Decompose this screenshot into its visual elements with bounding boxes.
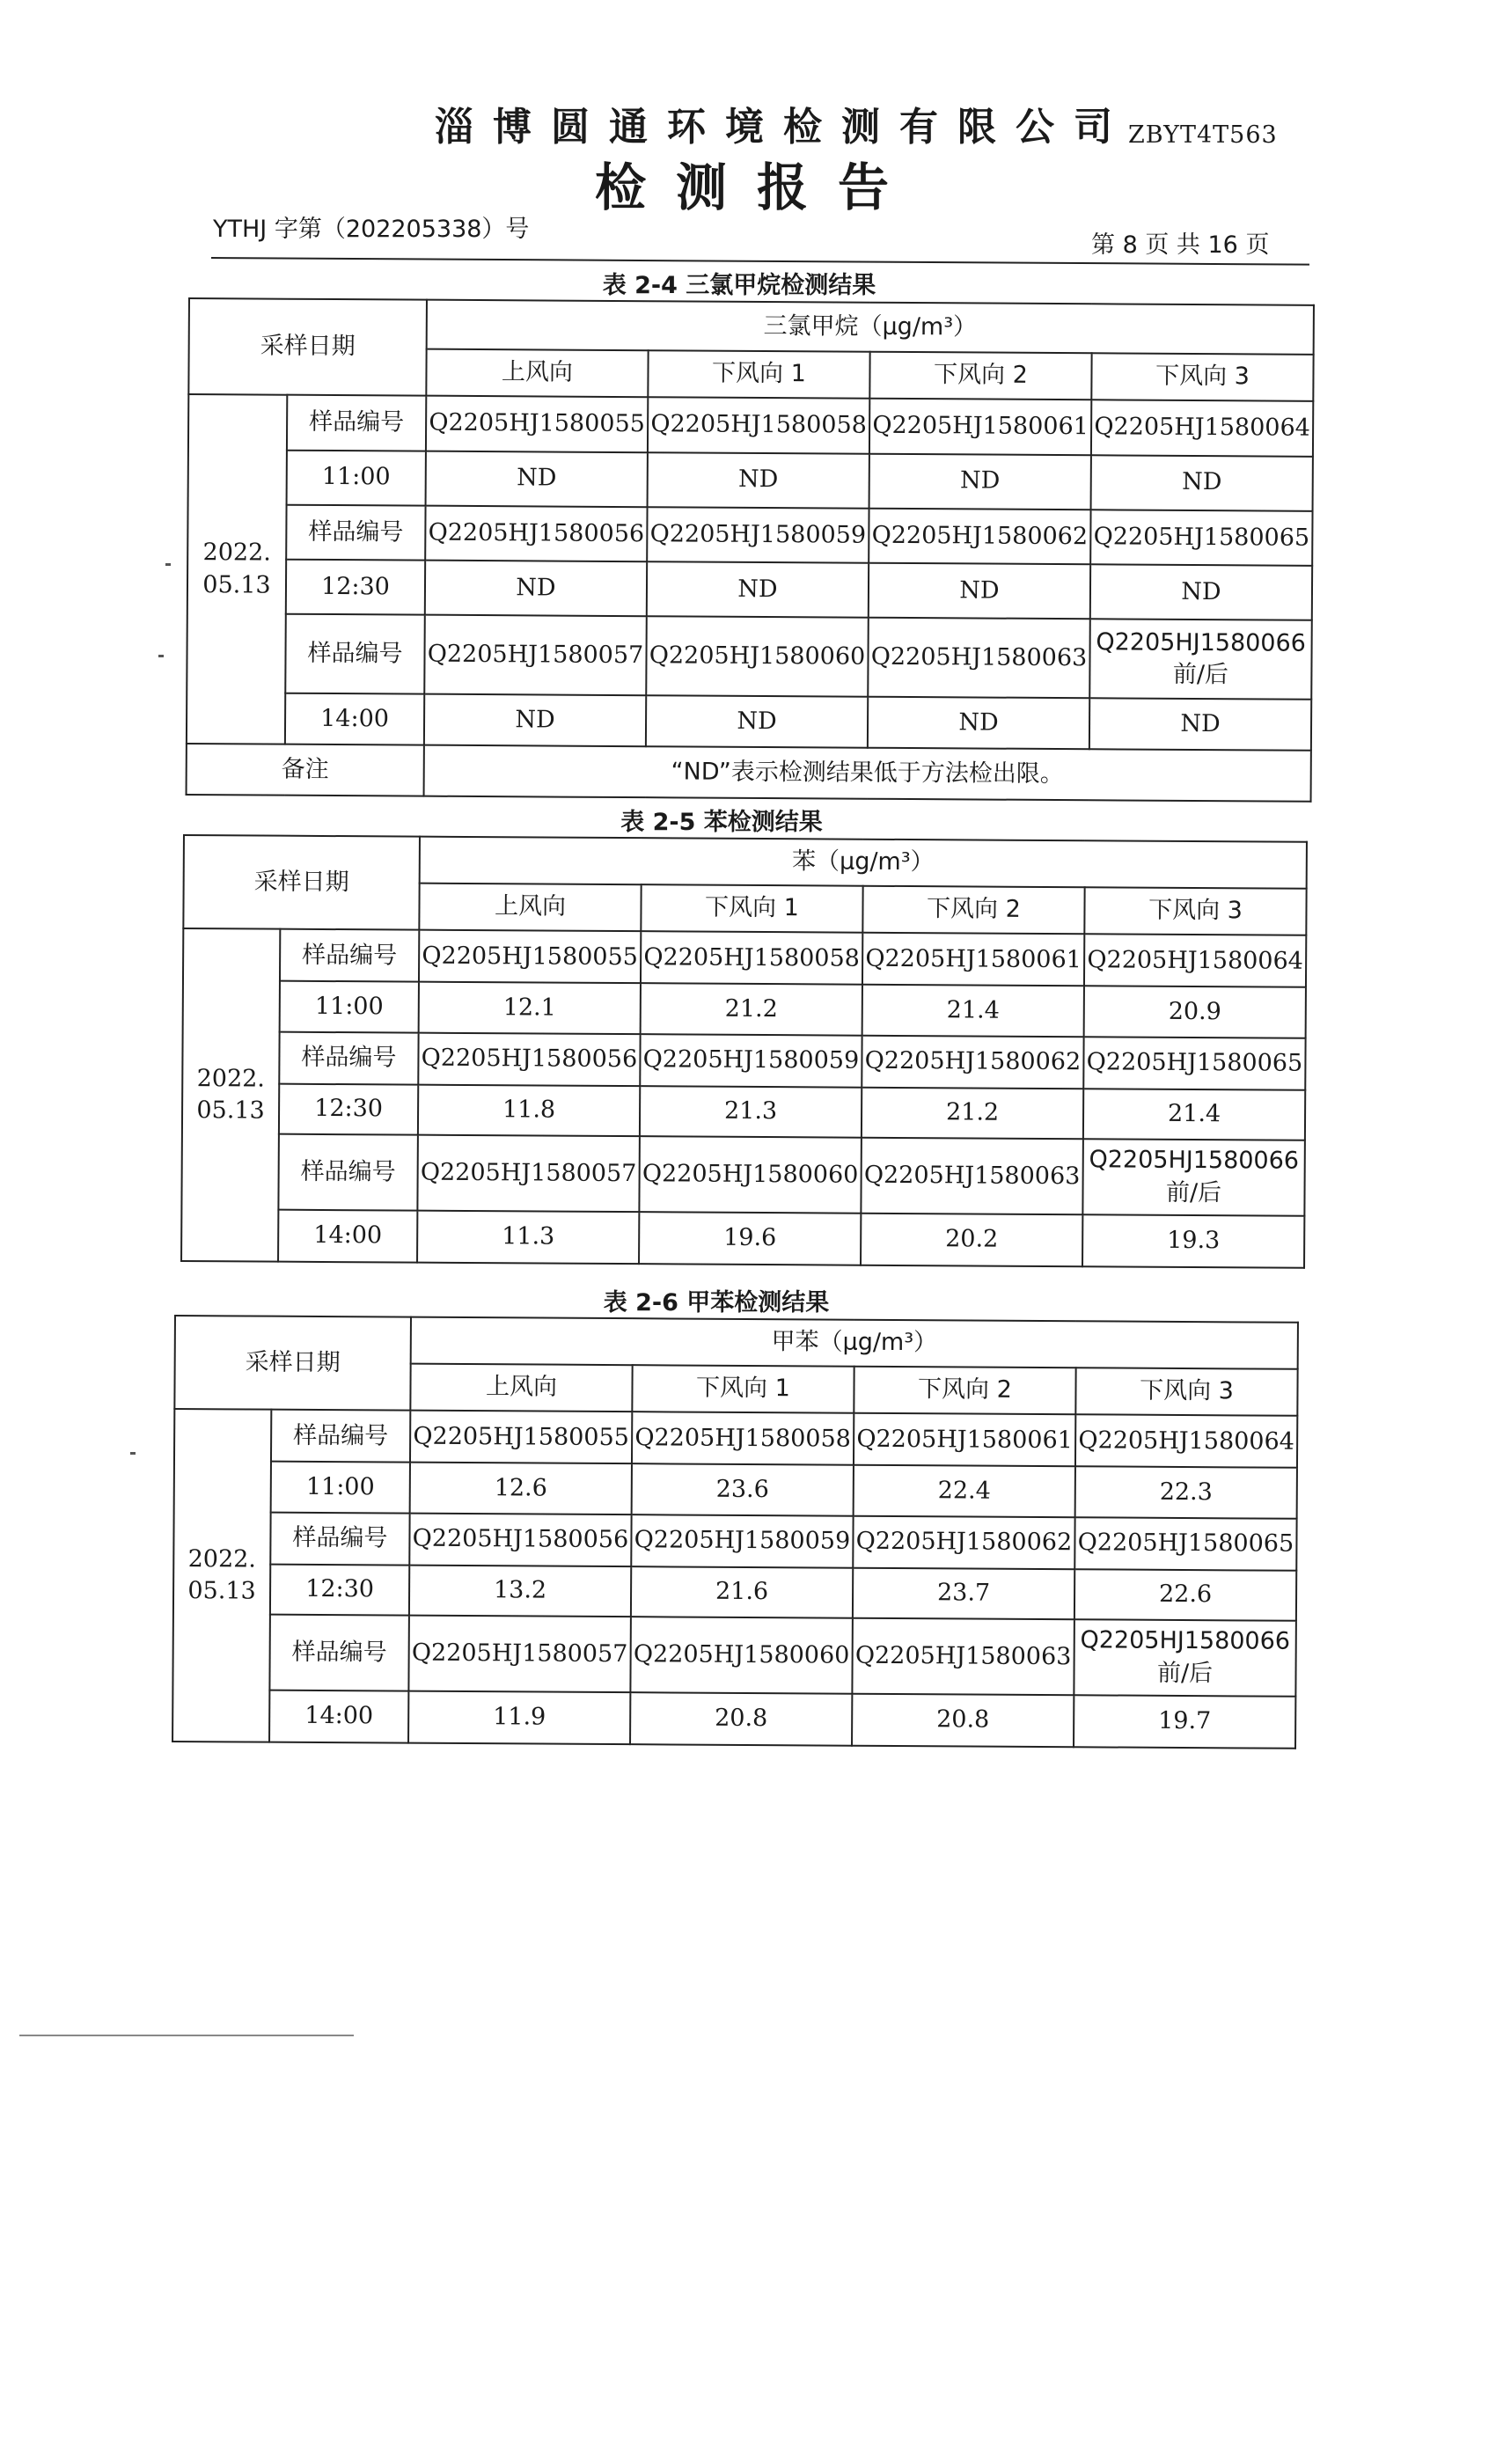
sample-id: Q2205HJ1580058 [632,1412,854,1465]
result-value: ND [869,453,1091,510]
result-value: 13.2 [409,1565,631,1617]
sampling-time: 12:30 [270,1564,409,1615]
remark-text: “ND”表示检测结果低于方法检出限。 [424,745,1311,802]
result-value: 20.2 [861,1213,1082,1266]
sample-id: Q2205HJ1580063 [868,618,1090,699]
sample-id: Q2205HJ1580059 [631,1514,853,1568]
result-value: ND [868,697,1089,749]
page-number: 第 8 页 共 16 页 [1091,231,1270,259]
sample-id: Q2205HJ1580065 [1074,1517,1296,1571]
result-value: 21.3 [640,1086,862,1138]
sample-id: Q2205HJ1580056 [425,505,647,561]
sample-id: Q2205HJ1580055 [410,1411,632,1464]
sample-id: Q2205HJ1580062 [862,1035,1083,1089]
result-value: ND [1091,455,1313,511]
result-value: ND [424,694,646,746]
report-code: ZBYT4T563 [1128,121,1278,149]
col-upwind: 上风向 [426,348,648,397]
sample-id-label: 样品编号 [269,1615,409,1691]
sample-id-label: 样品编号 [287,395,426,451]
sample-id: Q2205HJ1580066 前/后 [1074,1619,1296,1696]
sample-id: Q2205HJ1580055 [419,930,641,984]
sampling-date: 2022. 05.13 [172,1409,271,1742]
scan-rule [19,2035,354,2036]
result-value: 23.7 [853,1568,1074,1620]
table-caption: 表 2-4 三氯甲烷检测结果 [602,272,876,299]
sample-id: Q2205HJ1580059 [640,1034,862,1088]
parameter-header: 苯（μg/m³） [420,837,1307,889]
sample-id: Q2205HJ1580059 [647,507,869,563]
sampling-time: 12:30 [286,560,425,615]
sample-id: Q2205HJ1580066 前/后 [1089,619,1312,700]
scan-mark [130,1452,136,1455]
sampling-date: 2022. 05.13 [181,928,280,1261]
result-value: 19.6 [639,1212,861,1265]
sample-id: Q2205HJ1580064 [1084,934,1306,987]
sample-id: Q2205HJ1580060 [630,1617,853,1693]
result-value: ND [1090,564,1312,620]
sample-id: Q2205HJ1580058 [648,398,869,454]
col-downwind-2: 下风向 2 [862,886,1084,935]
col-downwind-1: 下风向 1 [648,350,869,399]
result-value: 20.8 [630,1692,852,1746]
sample-id: Q2205HJ1580056 [418,1032,640,1086]
sampling-time: 14:00 [285,693,424,745]
result-value: 21.2 [641,984,862,1036]
result-value: 11.8 [418,1084,640,1136]
parameter-header: 甲苯（μg/m³） [411,1317,1298,1369]
result-value: 21.2 [862,1088,1083,1140]
result-value: 12.6 [410,1463,632,1514]
result-value: 21.6 [631,1566,853,1618]
sampling-time: 14:00 [269,1690,408,1742]
document-number: YTHJ 字第（202205338）号 [213,216,530,243]
sample-id: Q2205HJ1580060 [639,1136,862,1213]
result-value: 22.4 [854,1465,1075,1517]
result-value: 11.3 [417,1210,639,1264]
sampling-date: 2022. 05.13 [187,394,287,744]
sampling-time: 12:30 [279,1083,418,1134]
table-caption: 表 2-6 甲苯检测结果 [603,1289,830,1316]
sample-id: Q2205HJ1580065 [1083,1037,1305,1090]
result-value: ND [426,451,648,507]
sample-id: Q2205HJ1580058 [641,931,862,985]
sample-id: Q2205HJ1580061 [862,933,1084,986]
result-value: 19.3 [1082,1214,1304,1268]
sample-id: Q2205HJ1580063 [861,1138,1083,1214]
sample-id: Q2205HJ1580064 [1075,1414,1297,1468]
scan-mark [165,563,171,566]
date-header: 采样日期 [188,298,427,396]
result-value: ND [647,561,869,618]
sample-id: Q2205HJ1580066 前/后 [1082,1139,1305,1215]
sample-id: Q2205HJ1580065 [1090,510,1312,566]
sample-id: Q2205HJ1580057 [424,615,647,696]
col-downwind-3: 下风向 3 [1075,1368,1297,1416]
benzene-table [180,834,1308,1269]
col-downwind-1: 下风向 1 [641,884,862,933]
sample-id: Q2205HJ1580055 [426,396,648,452]
col-downwind-2: 下风向 2 [854,1367,1075,1415]
result-value: 22.6 [1074,1569,1296,1621]
col-downwind-3: 下风向 3 [1084,887,1306,935]
sampling-time: 11:00 [280,981,419,1032]
result-value: ND [425,561,647,617]
date-header: 采样日期 [183,835,420,930]
col-upwind: 上风向 [410,1364,632,1412]
sample-id-label: 样品编号 [285,614,425,694]
sample-id: Q2205HJ1580060 [646,616,869,697]
sample-id: Q2205HJ1580062 [853,1515,1074,1569]
date-header: 采样日期 [174,1316,411,1411]
col-downwind-3: 下风向 3 [1091,353,1313,401]
sample-id: Q2205HJ1580062 [869,508,1090,564]
sample-id-label: 样品编号 [286,504,425,560]
sample-id-label: 样品编号 [278,1134,418,1211]
col-downwind-1: 下风向 1 [632,1365,854,1413]
sample-id-label: 样品编号 [279,1031,418,1084]
result-value: 22.3 [1075,1467,1297,1519]
toluene-table [172,1315,1299,1749]
company-name: 淄博圆通环境检测有限公司 [435,105,1132,150]
result-value: 12.1 [419,982,641,1034]
sample-id: Q2205HJ1580057 [417,1135,640,1212]
result-value: 20.9 [1084,986,1306,1038]
sample-id: Q2205HJ1580063 [852,1618,1074,1695]
result-value: ND [869,563,1090,620]
chloroform-table [186,297,1315,803]
sampling-time: 14:00 [278,1209,417,1262]
sampling-time: 11:00 [271,1462,410,1513]
sample-id: Q2205HJ1580061 [854,1413,1075,1467]
sample-id-label: 样品编号 [270,1512,409,1565]
table-caption: 表 2-5 苯检测结果 [620,809,823,836]
result-value: 11.9 [408,1690,630,1744]
col-upwind: 上风向 [419,884,641,932]
result-value: 21.4 [862,985,1084,1037]
sample-id: Q2205HJ1580057 [408,1616,631,1692]
result-value: ND [648,452,869,509]
sample-id-label: 样品编号 [271,1410,410,1463]
sample-id: Q2205HJ1580064 [1091,400,1313,457]
result-value: 21.4 [1083,1089,1305,1140]
scan-mark [158,655,164,657]
result-value: 20.8 [852,1693,1074,1747]
result-value: ND [1089,698,1311,750]
sample-id-label: 样品编号 [280,929,419,982]
result-value: ND [646,695,868,747]
result-value: 19.7 [1074,1695,1295,1749]
remark-label: 备注 [187,744,424,796]
sampling-time: 11:00 [287,450,426,505]
sample-id: Q2205HJ1580056 [409,1513,631,1566]
col-downwind-2: 下风向 2 [869,351,1091,400]
sample-id: Q2205HJ1580061 [869,399,1091,455]
result-value: 23.6 [632,1464,854,1516]
report-title: 检测报告 [594,158,919,217]
parameter-header: 三氯甲烷（μg/m³） [427,300,1314,355]
